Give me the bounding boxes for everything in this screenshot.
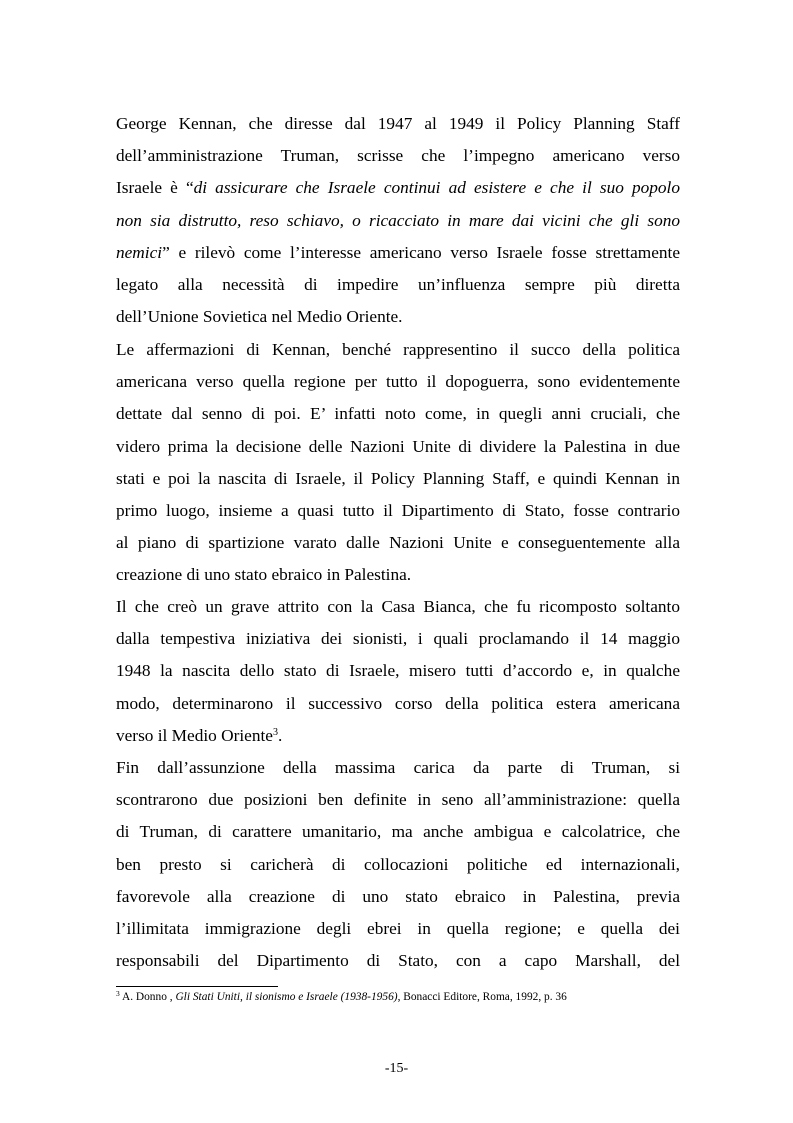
text-line xyxy=(116,237,680,269)
text-line xyxy=(116,655,680,687)
footnote-title: Gli Stati Uniti, il sionismo e Israele (1938-1956) xyxy=(175,991,398,1003)
text-line xyxy=(116,623,680,655)
footnote-separator xyxy=(116,986,278,987)
footnote-reference[interactable]: 3 xyxy=(272,726,278,738)
text-run: ben presto si caricherà di collocazioni politiche ed internazionali, xyxy=(116,854,680,874)
text-run: creazione di uno stato ebraico in Palestina. xyxy=(116,565,412,585)
text-line xyxy=(116,527,680,559)
text-run: . xyxy=(277,725,283,745)
text-run: verso il Medio Oriente xyxy=(116,725,273,745)
footnote-publisher: , Bonacci Editore, Roma, 1992, p. 36 xyxy=(397,991,567,1003)
text-line xyxy=(116,269,680,301)
text-line xyxy=(116,688,680,720)
text-line xyxy=(116,366,680,398)
text-run: dell’Unione Sovietica nel Medio Oriente. xyxy=(116,307,403,327)
quotation-italic: di assicurare che Israele continui ad esistere e che il suo popolo xyxy=(193,178,680,198)
text-run: l’illimitata immigrazione degli ebrei in quella regione; e quella dei xyxy=(116,919,680,939)
text-run: favorevole alla creazione di uno stato ebraico in Palestina, previa xyxy=(116,886,680,906)
text-line xyxy=(116,495,680,527)
text-run: 1948 la nascita dello stato di Israele, misero tutti d’accordo e, in qualche xyxy=(116,661,680,681)
text-line-last xyxy=(116,559,680,591)
paragraph-3 xyxy=(116,591,680,752)
text-run: stati e poi la nascita di Israele, il Policy Planning Staff, e quindi Kennan in xyxy=(116,468,680,488)
text-line xyxy=(116,849,680,881)
text-run: Le affermazioni di Kennan, benché rappresentino il succo della politica xyxy=(116,340,680,359)
text-line xyxy=(116,591,680,623)
text-run: dettate dal senno di poi. E’ infatti noto come, in quegli anni cruciali, che xyxy=(116,404,680,424)
text-line xyxy=(116,140,680,172)
paragraph-1 xyxy=(116,108,680,333)
text-run: Il che creò un grave attrito con la Casa Bianca, che fu ricomposto soltanto xyxy=(116,597,680,616)
text-run: americana verso quella regione per tutto il dopoguerra, sono evidentemente xyxy=(116,372,680,392)
quotation-italic: nemici xyxy=(116,242,163,262)
text-run: videro prima la decisione delle Nazioni Unite di dividere la Palestina in due xyxy=(116,436,680,456)
page-number: -15- xyxy=(384,1061,409,1076)
text-run: di Truman, di carattere umanitario, ma anche ambigua e calcolatrice, che xyxy=(116,822,680,842)
footnote xyxy=(116,990,567,1004)
text-line-last xyxy=(116,720,680,752)
text-run: primo luogo, insieme a quasi tutto il Dipartimento di Stato, fosse contrario xyxy=(116,501,680,521)
footnote-number: 3 xyxy=(116,989,120,998)
text-run: ” e rilevò come l’interesse americano verso Israele fosse strettamente xyxy=(162,242,680,262)
text-run: dalla tempestiva iniziativa dei sionisti, i quali proclamando il 14 maggio xyxy=(116,629,680,649)
text-line xyxy=(116,752,680,784)
text-line xyxy=(116,913,680,945)
text-run: responsabili del Dipartimento di Stato, con a capo Marshall, del xyxy=(116,951,680,971)
text-line xyxy=(116,108,680,140)
footnote-author: A. Donno , xyxy=(119,991,176,1003)
text-line xyxy=(116,881,680,913)
text-line xyxy=(116,334,680,366)
quotation-italic-line xyxy=(116,205,680,237)
text-line xyxy=(116,172,680,204)
paragraph-4 xyxy=(116,752,680,977)
text-line-last xyxy=(116,301,680,333)
text-run: non sia distrutto, reso schiavo, o ricacciato in mare dai vicini che gli sono xyxy=(116,210,680,230)
text-run: Israele è “ xyxy=(116,178,194,198)
text-line xyxy=(116,784,680,816)
text-run: scontrarono due posizioni ben definite in seno all’amministrazione: quella xyxy=(116,790,680,810)
text-line xyxy=(116,398,680,430)
text-line xyxy=(116,431,680,463)
paragraph-2 xyxy=(116,334,680,592)
text-run: legato alla necessità di impedire un’influenza sempre più diretta xyxy=(116,275,680,295)
text-run: dell’amministrazione Truman, scrisse che l’impegno americano verso xyxy=(116,146,680,166)
text-run: George Kennan, che diresse dal 1947 al 1949 il Policy Planning Staff xyxy=(116,114,680,133)
text-run: al piano di spartizione varato dalle Nazioni Unite e conseguentemente alla xyxy=(116,533,680,553)
text-run: modo, determinarono il successivo corso della politica estera americana xyxy=(116,693,680,713)
text-line xyxy=(116,945,680,977)
text-line xyxy=(116,816,680,848)
text-line xyxy=(116,463,680,495)
text-run: Fin dall’assunzione della massima carica da parte di Truman, si xyxy=(116,758,680,777)
